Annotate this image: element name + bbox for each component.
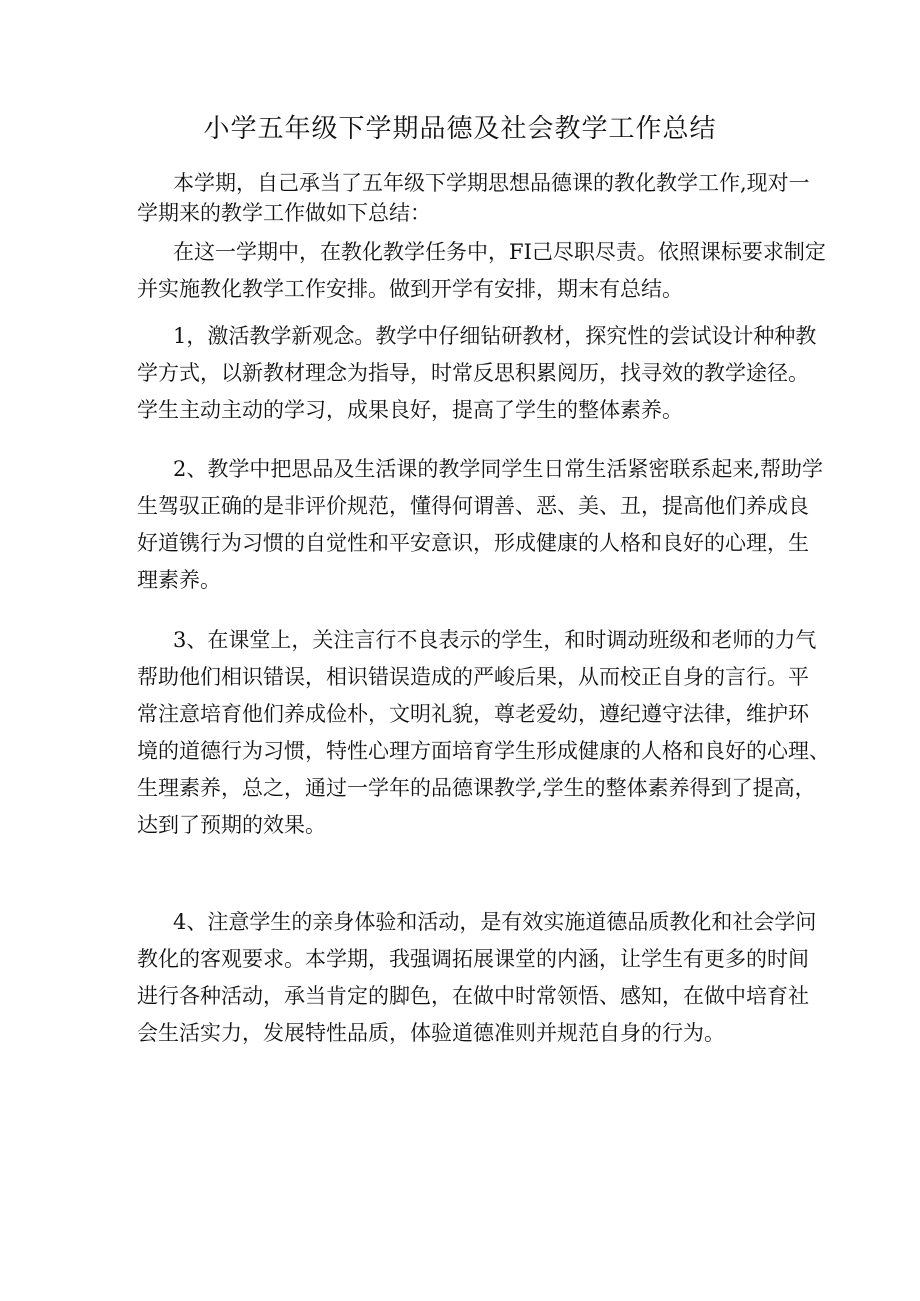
paragraph-5-line: 帮助他们相识错误，相识错误造成的严峻后果，从而校正自身的言行。平 (137, 665, 809, 689)
document-title: 小学五年级下学期品德及社会教学工作总结 (203, 114, 717, 144)
paragraph-3-line: 学生主动主动的学习，成果良好，提高了学生的整体素养。 (137, 398, 683, 422)
paragraph-6-line: 进行各种活动，承当肯定的脚色，在做中时常领悟、感知，在做中培育社 (137, 984, 809, 1008)
paragraph-5-line: 3、在课堂上，关注言行不良表示的学生，和时调动班级和老师的力气 (173, 628, 817, 652)
paragraph-2-line: 在这一学期中，在教化教学任务中，FI己尽职尽责。依照课标要求制定 (173, 240, 826, 264)
paragraph-1-line: 本学期，自己承当了五年级下学期思想品德课的教化教学工作,现对一 (173, 171, 810, 195)
paragraph-6-line: 教化的客观要求。本学期，我强调拓展课堂的内涵，让学生有更多的时间 (137, 947, 809, 971)
paragraph-4-line: 2、教学中把思品及生活课的教学同学生日常生活紧密联系起来,帮助学 (173, 457, 824, 481)
paragraph-6-line: 会生活实力，发展特性品质，体验道德准则并规范自身的行为。 (137, 1021, 725, 1045)
paragraph-5-line: 达到了预期的效果。 (137, 813, 326, 837)
paragraph-2-line: 并实施教化教学工作安排。做到开学有安排，期末有总结。 (137, 277, 683, 301)
paragraph-4-line: 理素养。 (137, 568, 221, 592)
paragraph-6-line: 4、注意学生的亲身体验和活动，是有效实施道德品质教化和社会学问 (173, 910, 817, 934)
paragraph-3-line: 学方式，以新教材理念为指导，时常反思积累阅历，找寻效的教学途径。 (137, 361, 809, 385)
paragraph-5-line: 常注意培育他们养成俭朴，文明礼貌，尊老爱幼，遵纪遵守法律，维护环 (137, 702, 809, 726)
paragraph-5-line: 生理素养，总之，通过一学年的品德课教学,学生的整体素养得到了提高， (137, 776, 816, 800)
paragraph-4-line: 生驾驭正确的是非评价规范，懂得何谓善、恶、美、丑，提高他们养成良 (137, 494, 809, 518)
paragraph-5-line: 境的道德行为习惯，特性心理方面培育学生形成健康的人格和良好的心理、 (137, 739, 830, 763)
paragraph-4-line: 好道镌行为习惯的自觉性和平安意识，形成健康的人格和良好的心理，生 (137, 531, 809, 555)
paragraph-1-line: 学期来的教学工作做如下总结： (137, 201, 431, 225)
paragraph-3-line: 1，激活教学新观念。教学中仔细钻研教材，探究性的尝试设计种种教 (173, 324, 817, 348)
